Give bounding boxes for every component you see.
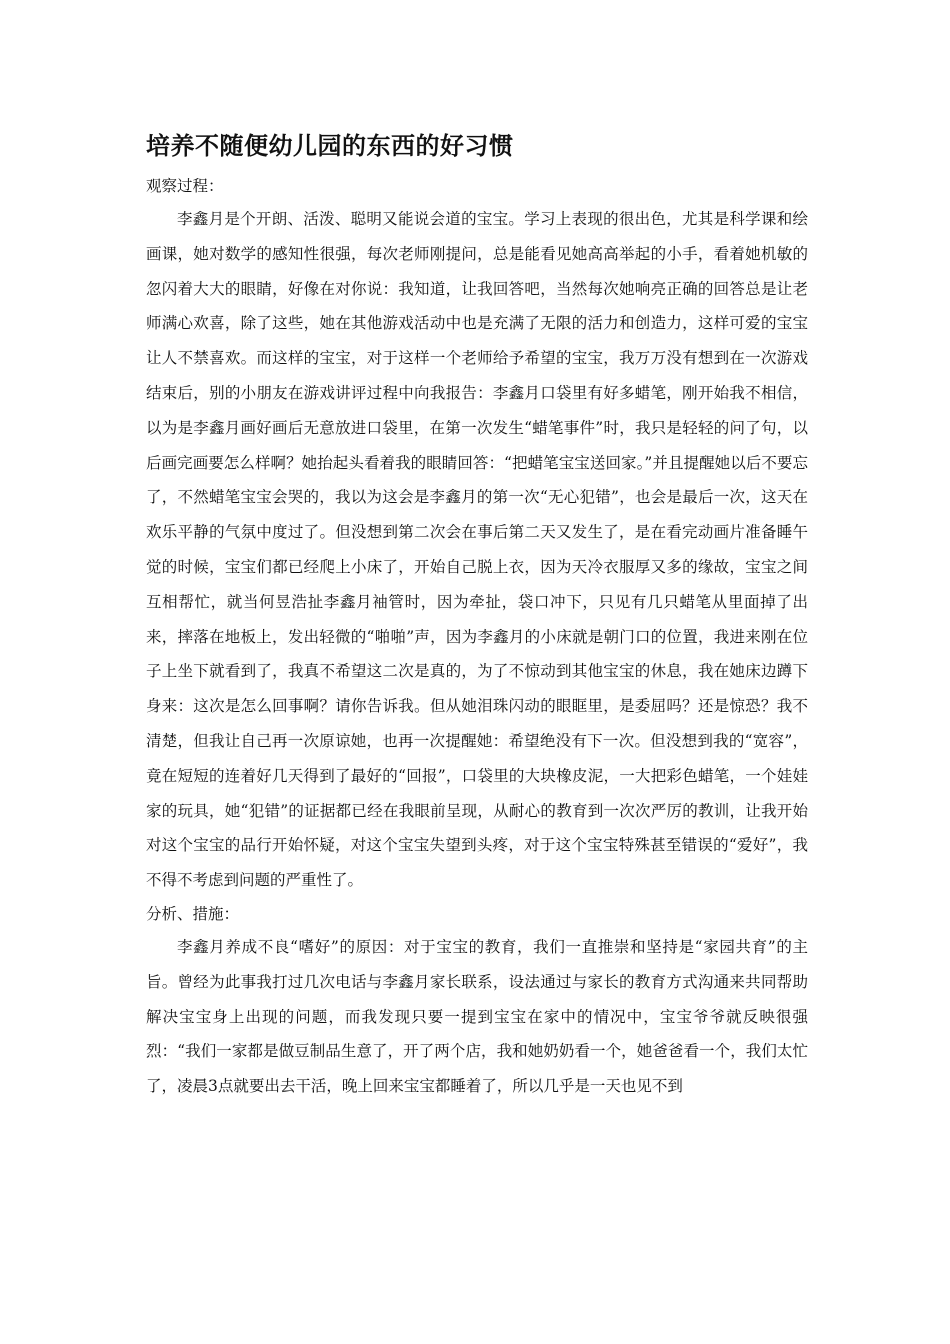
section-heading-observation: 观察过程： xyxy=(146,177,224,195)
observation-paragraph: 李鑫月是个开朗、活泼、聪明又能说会道的宝宝。学习上表现的很出色，尤其是科学课和绘画课，她对数学的感知性很强，每次老师刚提问，总是能看见她高高举起的小手，看着她机敏的忽闪着大大的眼睛，好像在对你说：我知道，让我回答吧，当然每次她响亮正确的回答总是让老师满心欢喜，除了这些，她在其他游戏活动中也是充满了无限的活力和创造力，这样可爱的宝宝让人不禁喜欢。而这样的宝宝，对于这样一个老师给予希望的宝宝，我万万没有想到在一次游戏结束后，别的小朋友在游戏讲评过程中向我报告：李鑫月口袋里有好多蜡笔，刚开始我不相信，以为是李鑫月画好画后无意放进口袋里，在第一次发生“蜡笔事件”时，我只是轻轻的问了句，以后画完画要怎么样啊？她抬起头看着我的眼睛回答：“把蜡笔宝宝送回家。”并且提醒她以后不要忘了，不然蜡笔宝宝会哭的，我以为这会是李鑫月的第一次“无心犯错”，也会是最后一次，这天在欢乐平静的气氛中度过了。但没想到第二次会在事后第二天又发生了，是在看完动画片准备睡午觉的时候，宝宝们都已经爬上小床了，开始自己脱上衣，因为天冷衣服厚又多的缘故，宝宝之间互相帮忙，就当何昱浩扯李鑫月袖管时，因为牵扯，袋口冲下，只见有几只蜡笔从里面掉了出来，摔落在地板上，发出轻微的“啪啪”声，因为李鑫月的小床就是朝门口的位置，我进来刚在位子上坐下就看到了，我真不希望这二次是真的，为了不惊动到其他宝宝的休息，我在她床边蹲下身来：这次是怎么回事啊？请你告诉我。但从她泪珠闪动的眼眶里，是委屈吗？还是惊恐？我不清楚，但我让自己再一次原谅她，也再一次提醒她：希望绝没有下一次。但没想到我的“宽容”，竟在短短的连着好几天得到了最好的“回报”，口袋里的大块橡皮泥，一大把彩色蜡笔，一个娃娃家的玩具，她“犯错”的证据都已经在我眼前呈现，从耐心的教育到一次次严厉的教训，让我开始对这个宝宝的品行开始怀疑，对这个宝宝失望到头疼，对于这个宝宝特殊甚至错误的“爱好”，我不得不考虑到问题的严重性了。 xyxy=(146,210,808,890)
analysis-paragraph: 李鑫月养成不良“嗜好”的原因：对于宝宝的教育，我们一直推崇和坚持是“家园共育”的主旨。曾经为此事我打过几次电话与李鑫月家长联系，设法通过与家长的教育方式沟通来共同帮助解决宝宝身上出现的问题，而我发现只要一提到宝宝在家中的情况中，宝宝爷爷就反映很强烈：“我们一家都是做豆制品生意了，开了两个店，我和她奶奶看一个，她爸爸看一个，我们太忙了，凌晨3点就要出去干活，晚上回来宝宝都睡着了，所以几乎是一天也见不到 xyxy=(146,937,808,1096)
document-page xyxy=(146,128,808,1104)
section-heading-analysis: 分析、措施： xyxy=(146,904,240,923)
document-title: 培养不随便幼儿园的东西的好习惯 xyxy=(146,132,514,160)
